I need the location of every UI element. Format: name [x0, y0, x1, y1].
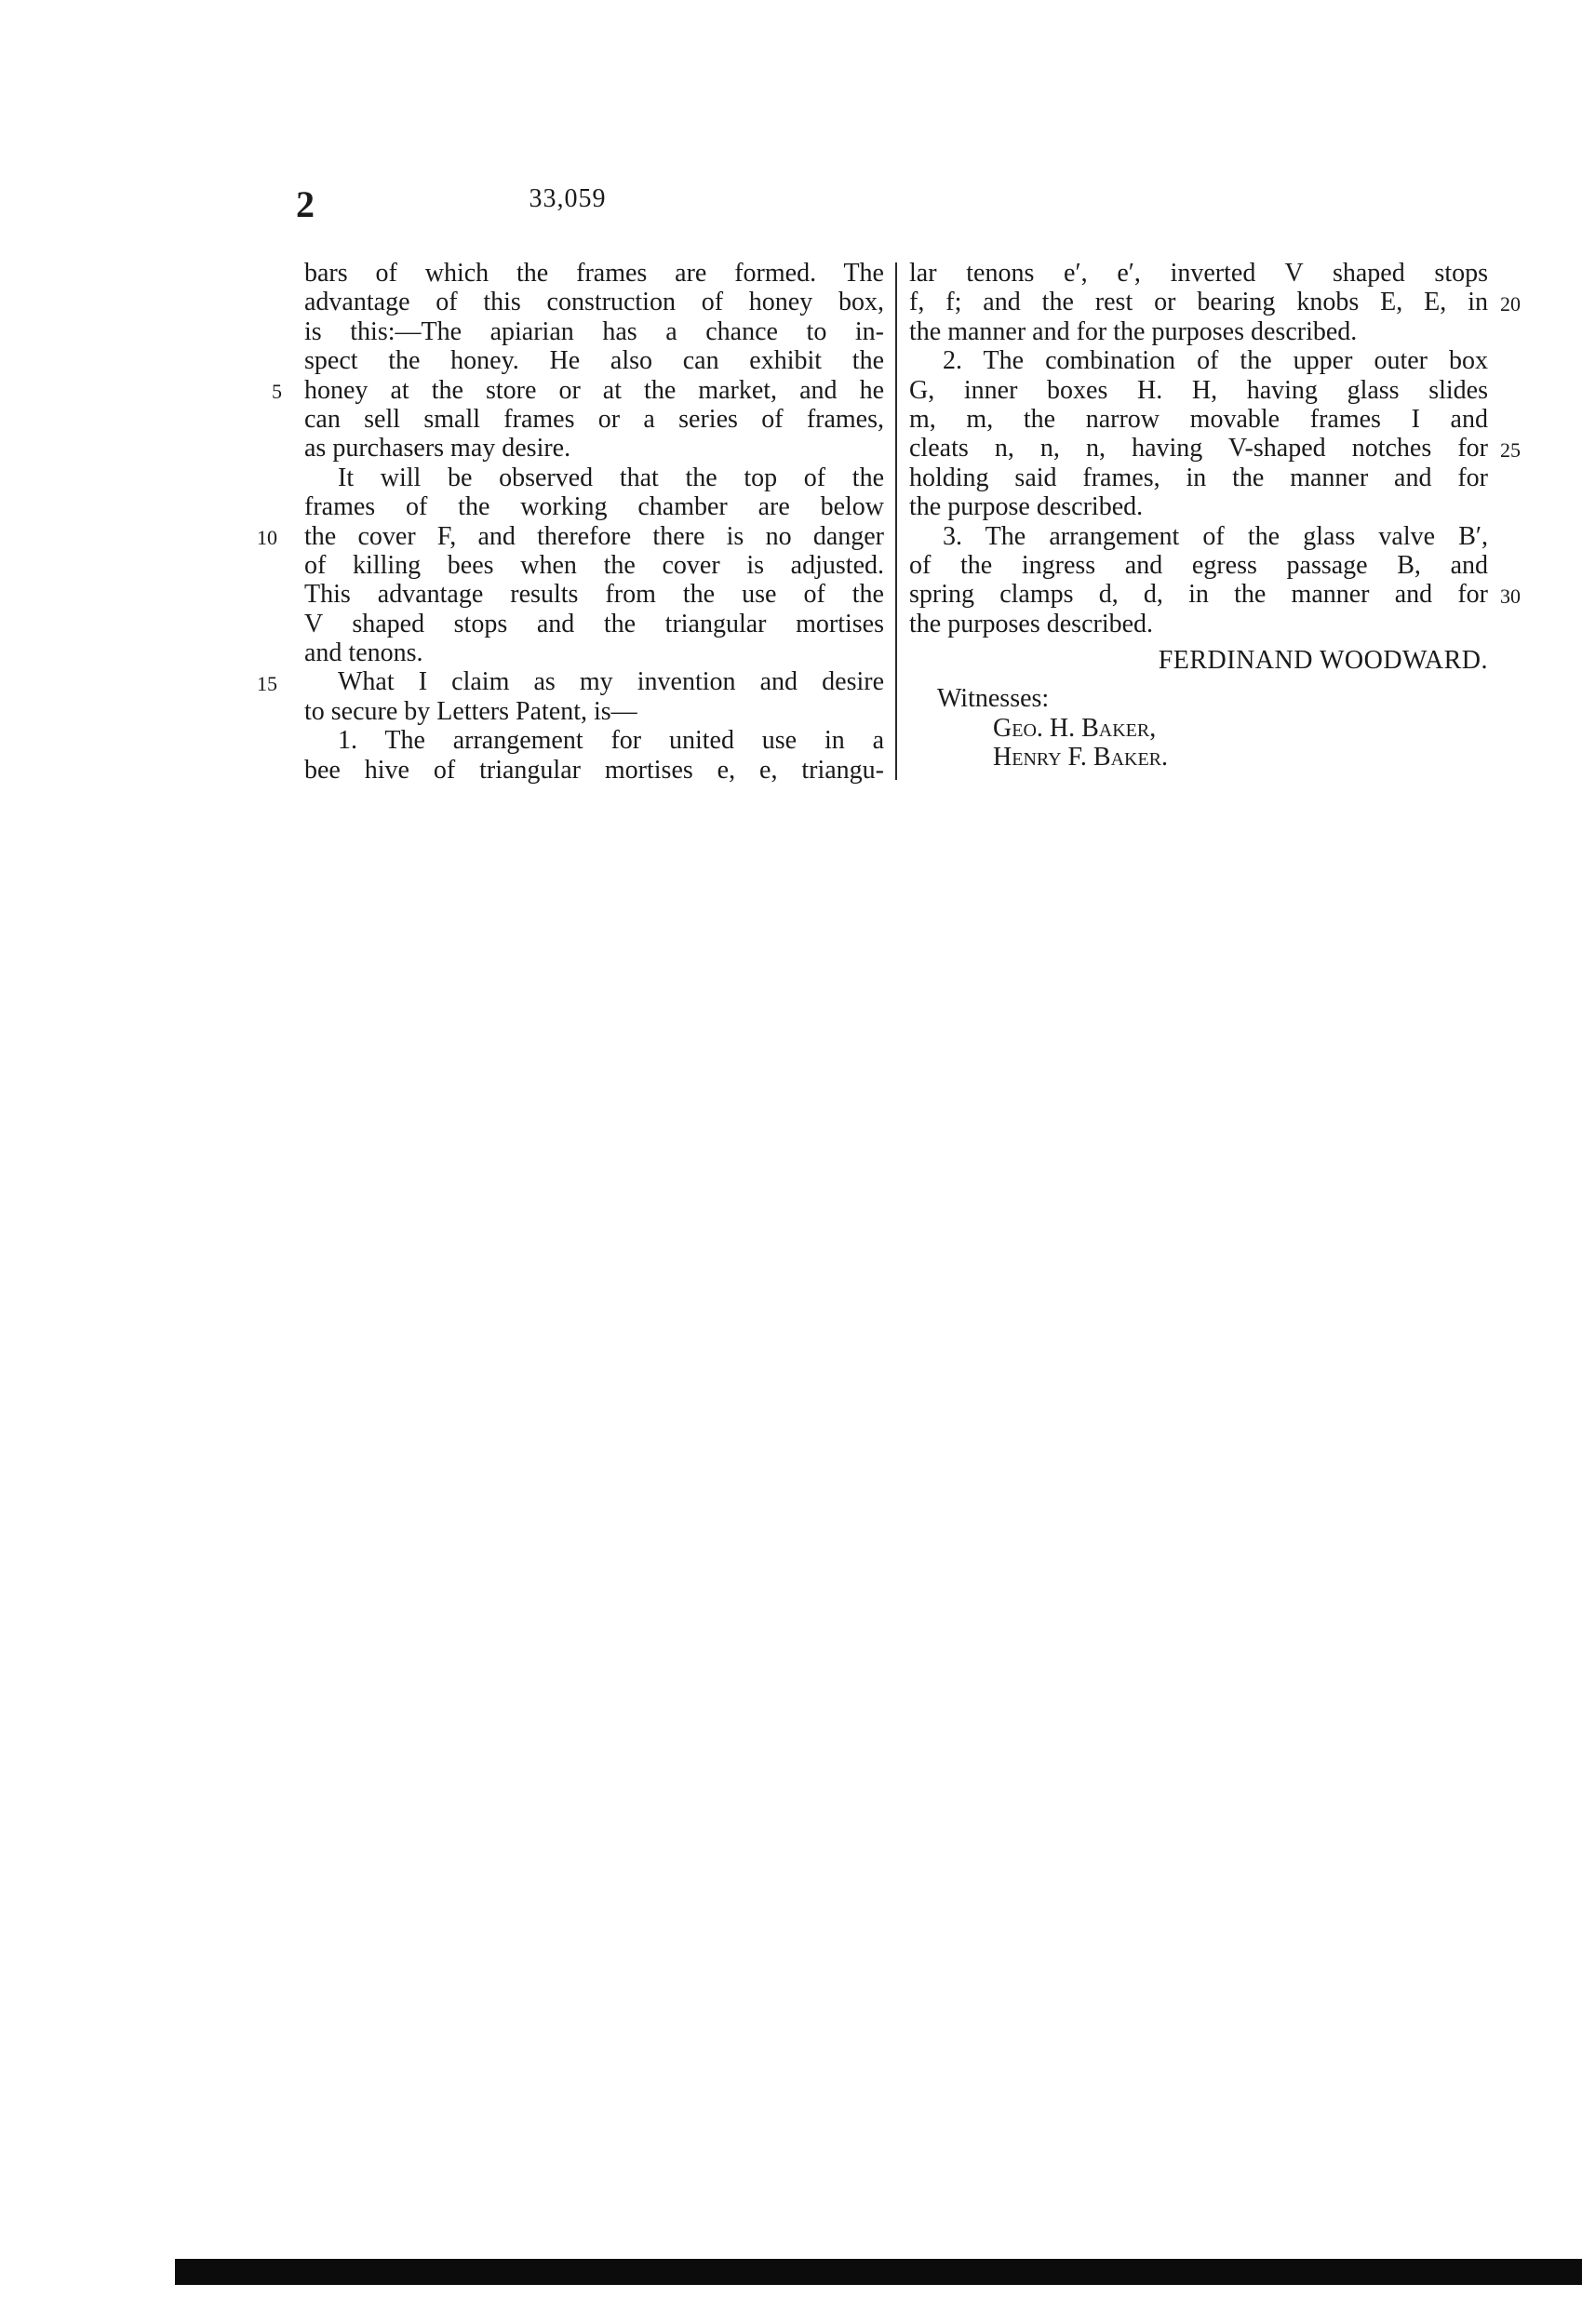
margin-line-number: 5 — [272, 380, 282, 403]
margin-line-number: 25 — [1500, 438, 1521, 462]
text-line: of the ingress and egress passage B, and — [909, 550, 1488, 580]
text-line: 3. The arrangement of the glass valve B′, — [943, 521, 1488, 551]
witness-name: Henry F. Baker. — [993, 743, 1169, 772]
text-line: the purposes described. — [909, 609, 1154, 638]
witness-name: Geo. H. Baker, — [993, 713, 1157, 743]
text-line: 2. The combination of the upper outer box — [943, 346, 1488, 376]
margin-line-number: 20 — [1500, 292, 1521, 316]
patent-number: 33,059 — [529, 184, 607, 213]
text-line: G, inner boxes H. H, having glass slides — [909, 375, 1488, 405]
text-line: honey at the store or at the market, and he — [304, 375, 884, 405]
text-line: spect the honey. He also can exhibit the — [304, 346, 884, 376]
text-line: It will be observed that the top of the — [338, 463, 884, 492]
text-line: bee hive of triangular mortises e, e, triangu- — [304, 755, 884, 785]
margin-line-number: 15 — [257, 672, 277, 695]
margin-line-number: 10 — [257, 526, 277, 549]
text-line: 1. The arrangement for united use in a — [338, 726, 884, 756]
text-line: as purchasers may desire. — [304, 434, 571, 463]
text-line: m, m, the narrow movable frames I and — [909, 404, 1488, 434]
text-line: to secure by Letters Patent, is— — [304, 696, 637, 726]
text-line: holding said frames, in the manner and for — [909, 463, 1488, 492]
text-line: the manner and for the purposes described. — [909, 316, 1358, 346]
text-line: advantage of this construction of honey box, — [304, 288, 884, 317]
right-text-column — [909, 259, 1488, 772]
text-line: the purpose described. — [909, 492, 1144, 522]
witnesses-label: Witnesses: — [937, 684, 1050, 714]
margin-line-number: 30 — [1500, 584, 1521, 608]
text-line: This advantage results from the use of the — [304, 580, 884, 610]
text-line: What I claim as my invention and desire — [338, 667, 884, 697]
text-line: frames of the working chamber are below — [304, 492, 884, 522]
inventor-signature: FERDINAND WOODWARD. — [1158, 646, 1488, 676]
text-line: bars of which the frames are formed. The — [304, 259, 884, 288]
text-line: of killing bees when the cover is adjusted. — [304, 550, 884, 580]
text-line: cleats n, n, n, having V-shaped notches for — [909, 434, 1488, 463]
text-line: spring clamps d, d, in the manner and for — [909, 580, 1488, 610]
text-line: V shaped stops and the triangular mortises — [304, 609, 884, 638]
column-divider — [895, 262, 897, 780]
text-line: is this:—The apiarian has a chance to in- — [304, 316, 884, 346]
text-line: the cover F, and therefore there is no danger — [304, 521, 884, 551]
text-line: f, f; and the rest or bearing knobs E, E, in — [909, 288, 1488, 317]
text-line: and tenons. — [304, 638, 423, 668]
scan-border-bar — [175, 2259, 1582, 2285]
text-line: can sell small frames or a series of frames, — [304, 404, 884, 434]
left-text-column — [304, 259, 884, 785]
text-line: lar tenons e′, e′, inverted V shaped stops — [909, 259, 1488, 288]
page-number: 2 — [296, 183, 315, 225]
